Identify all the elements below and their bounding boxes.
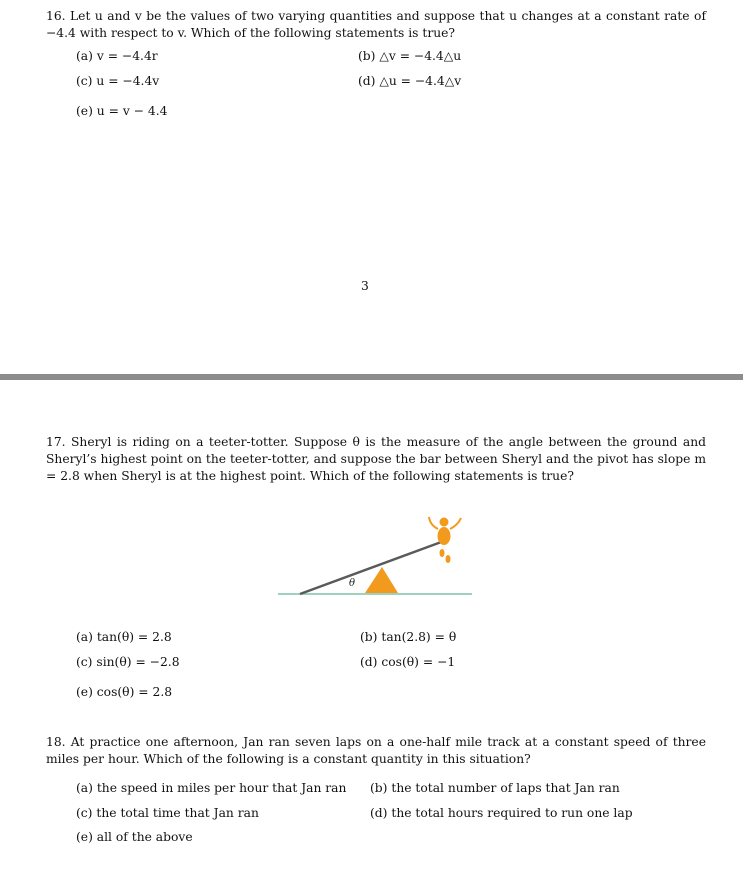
page-divider [0, 374, 743, 380]
q17-option-e: (e) cos(θ) = 2.8 [76, 685, 173, 699]
page-number: 3 [361, 279, 369, 293]
q16-option-b: (b) △v = −4.4△u [358, 49, 462, 63]
q16-option-c: (c) u = −4.4v [76, 74, 160, 88]
q17-option-b: (b) tan(2.8) = θ [360, 630, 457, 644]
q18-option-d: (d) the total hours required to run one lap [370, 806, 633, 820]
q18-option-b: (b) the total number of laps that Jan ran [370, 781, 620, 795]
q16-option-a: (a) v = −4.4r [76, 49, 158, 63]
q17-option-c: (c) sin(θ) = −2.8 [76, 655, 180, 669]
question-17-stem: 17. Sheryl is riding on a teeter-totter. Suppose θ is the measure of the angle between the ground and Sheryl’s highest point on the teeter-totter, and suppose the bar between Sheryl and the pivot has slope m = 2.8 when Sheryl is at the highest point. Which of the following statements is true? [46, 435, 706, 483]
rider-figure [429, 517, 461, 563]
pivot-triangle [365, 567, 398, 593]
q16-option-e: (e) u = v − 4.4 [76, 104, 168, 118]
q18-option-e: (e) all of the above [76, 830, 193, 844]
q16-option-d: (d) △u = −4.4△v [358, 74, 462, 88]
q17-option-a: (a) tan(θ) = 2.8 [76, 630, 172, 644]
angle-label: θ [349, 578, 356, 589]
teeter-totter-figure [276, 505, 476, 600]
q17-option-d: (d) cos(θ) = −1 [360, 655, 456, 669]
question-18-stem: 18. At practice one afternoon, Jan ran seven laps on a one-half mile track at a constant speed of three miles per hour. Which of the following is a constant quantity in this situation? [46, 735, 706, 766]
question-16-stem: 16. Let u and v be the values of two varying quantities and suppose that u changes at a constant rate of −4.4 with respect to v. Which of the following statements is true? [46, 9, 706, 40]
q18-option-a: (a) the speed in miles per hour that Jan ran [76, 781, 347, 795]
q18-option-c: (c) the total time that Jan ran [76, 806, 259, 820]
